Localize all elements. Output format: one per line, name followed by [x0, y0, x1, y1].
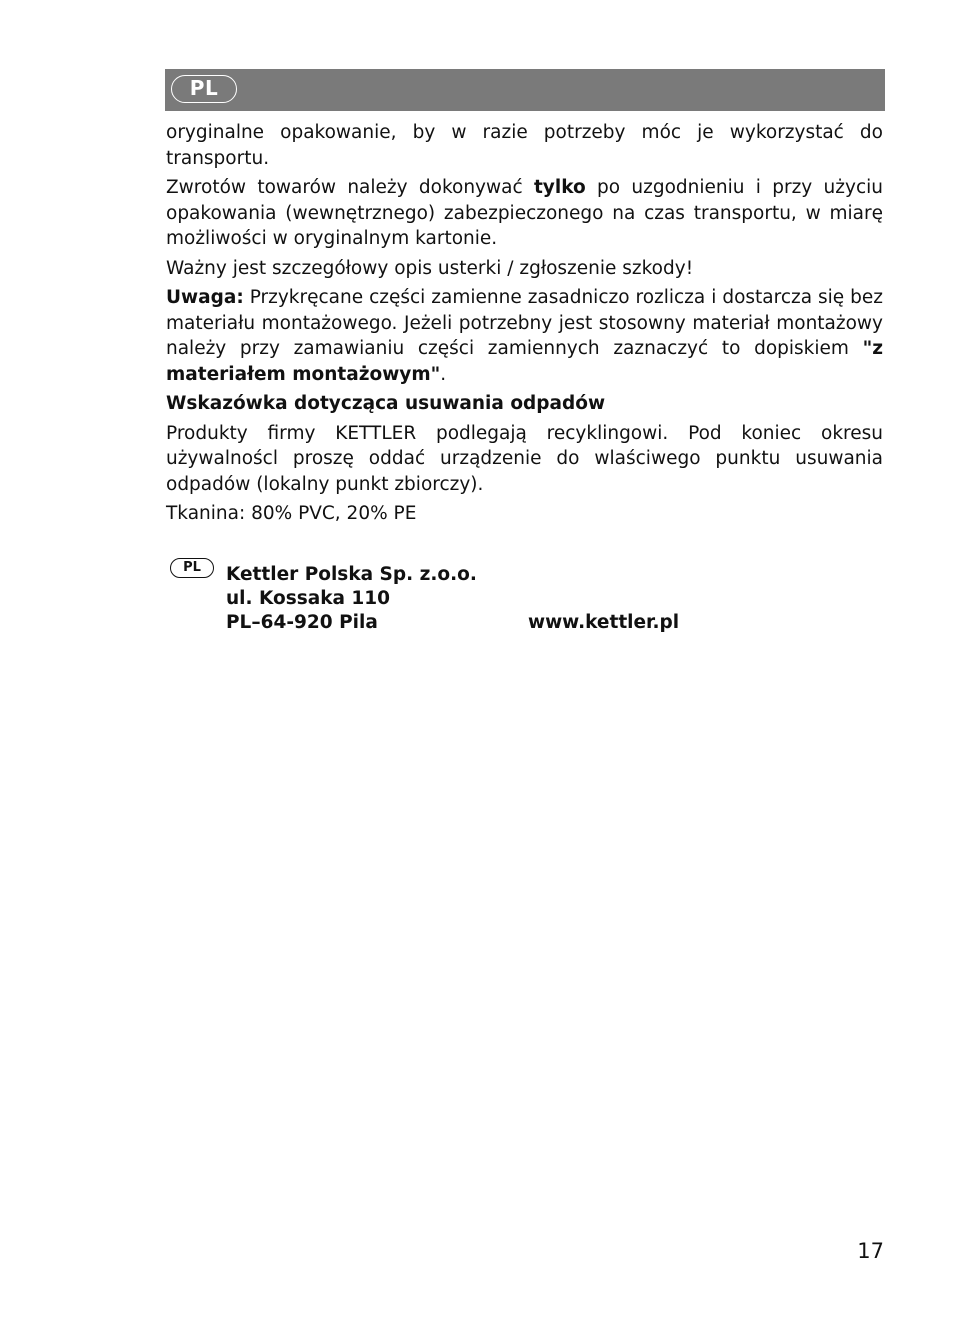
paragraph-fault-description: Ważny jest szczegółowy opis usterki / zgłoszenie szkody! — [166, 257, 694, 279]
city-postal-code: PL–64-920 Pila — [226, 612, 378, 633]
paragraph-fabric: Tkanina: 80% PVC, 20% PE — [166, 503, 417, 524]
note-text: Przykręcane części zamienne zasadniczo rozlicza i dostarcza się bez materiału montażowego. Jeżeli potrzebny jest stosowny materiał montażowy należy przy zamawianiu części zamiennych zaznaczyć to dopiskiem — [166, 287, 883, 359]
paragraph-note — [166, 285, 883, 387]
paragraph-disposal: Produkty firmy KETTLER podlegają recyklingowi. Pod koniec okresu używalnoścl proszę oddać urządzenie do wlaściwego punktu usuwania odpadów (lokalny punkt zbiorczy). — [166, 422, 883, 495]
company-name: Kettler Polska Sp. z.o.o. — [226, 564, 477, 585]
returns-text-end: po uzgodnieniu i przy użyciu opakowania (wewnętrznego) zabezpieczonego na czas transportu, w miarę możliwości w oryginalnym kartonie. — [166, 177, 883, 249]
paragraph-returns — [166, 175, 883, 252]
contact-address — [226, 563, 477, 635]
page-number: 17 — [857, 1239, 884, 1263]
note-period: . — [440, 363, 447, 385]
language-badge: PL — [171, 75, 237, 103]
returns-emphasis: tylko — [533, 177, 586, 198]
paragraph-packaging: oryginalne opakowanie, by w razie potrzeby móc je wykorzystać do transportu. — [166, 122, 883, 169]
manual-text — [166, 120, 883, 531]
contact-country-badge: PL — [170, 558, 214, 578]
returns-text-start: Zwrotów towarów należy dokonywać — [166, 177, 534, 198]
website-link[interactable]: www.kettler.pl — [528, 612, 680, 633]
note-emphasis: "z materiałem montażowym" — [166, 338, 883, 385]
note-label: Uwaga: — [166, 287, 244, 308]
street-address: ul. Kossaka 110 — [226, 588, 391, 609]
disposal-heading: Wskazówka dotycząca usuwania odpadów — [166, 393, 606, 414]
language-header-bar — [165, 69, 885, 111]
